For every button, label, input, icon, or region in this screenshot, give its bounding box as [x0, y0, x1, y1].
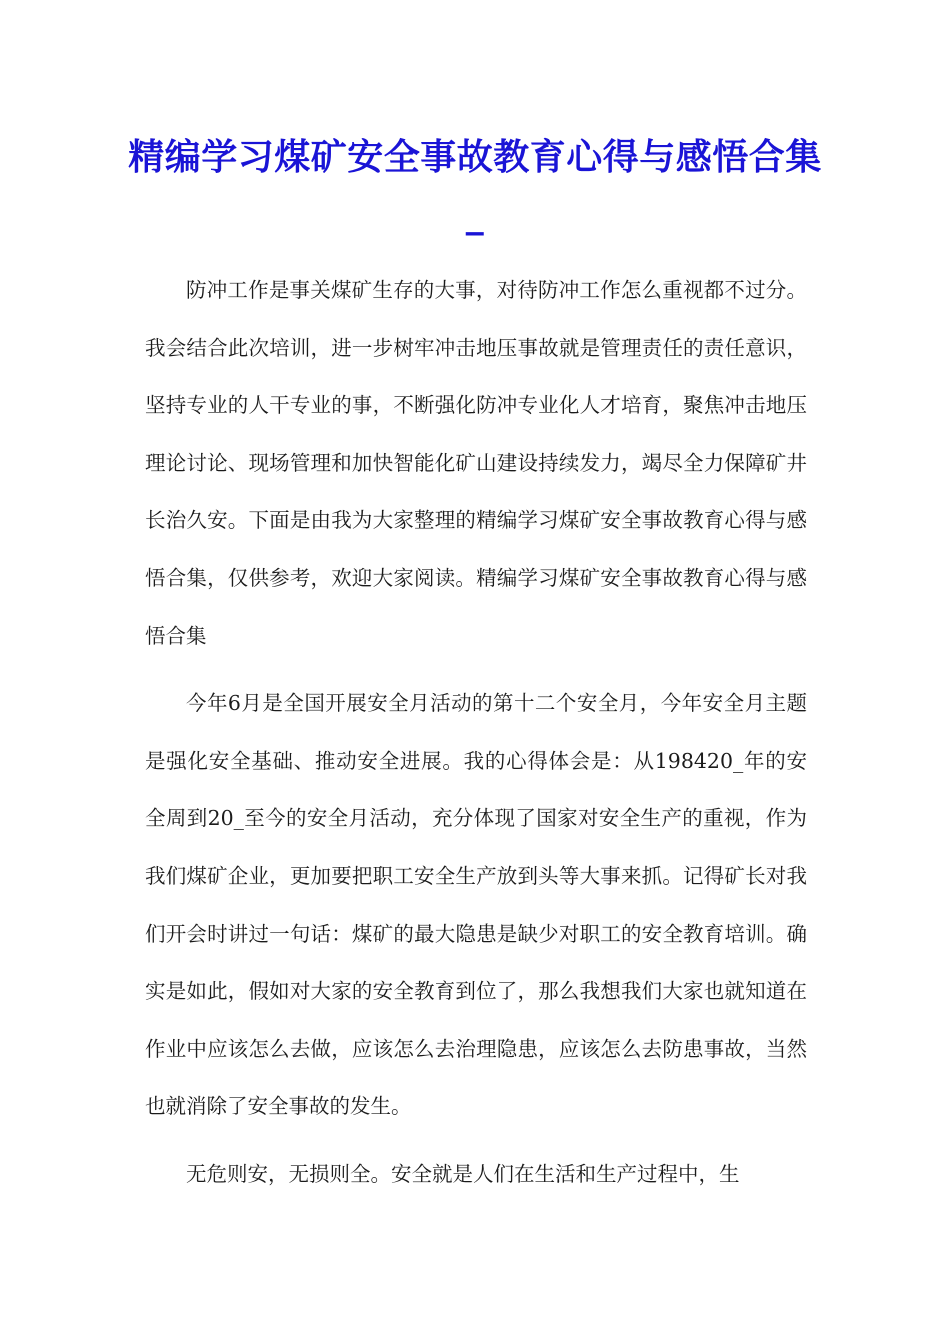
- document-title: 精编学习煤矿安全事故教育心得与感悟合集_: [128, 136, 822, 236]
- paragraph-safety-month: 今年6月是全国开展安全月活动的第十二个安全月，今年安全月主题是强化安全基础、推动安全进展。我的心得体会是：从198420_年的安全周到20_至今的安全月活动，充分体现了国家对安全生产的重视，作为我们煤矿企业，更加要把职工安全生产放到头等大事来抓。记得矿长对我们开会时讲过一句话：煤矿的最大隐患是缺少对职工的安全教育培训。确实是如此，假如对大家的安全教育到位了，那么我想我们大家也就知道在作业中应该怎么去做，应该怎么去治理隐患，应该怎么去防患事故，当然也就消除了安全事故的发生。: [145, 691, 807, 1119]
- document-body: [145, 262, 807, 1214]
- paragraph-no-danger: 无危则安，无损则全。安全就是人们在生活和生产过程中，生: [186, 1161, 740, 1186]
- paragraph-intro: 防冲工作是事关煤矿生存的大事，对待防冲工作怎么重视都不过分。我会结合此次培训，进一步树牢冲击地压事故就是管理责任的责任意识，坚持专业的人干专业的事，不断强化防冲专业化人才培育，聚焦冲击地压理论讨论、现场管理和加快智能化矿山建设持续发力，竭尽全力保障矿井长治久安。下面是由我为大家整理的精编学习煤矿安全事故教育心得与感悟合集，仅供参考，欢迎大家阅读。精编学习煤矿安全事故教育心得与感悟合集: [145, 278, 807, 648]
